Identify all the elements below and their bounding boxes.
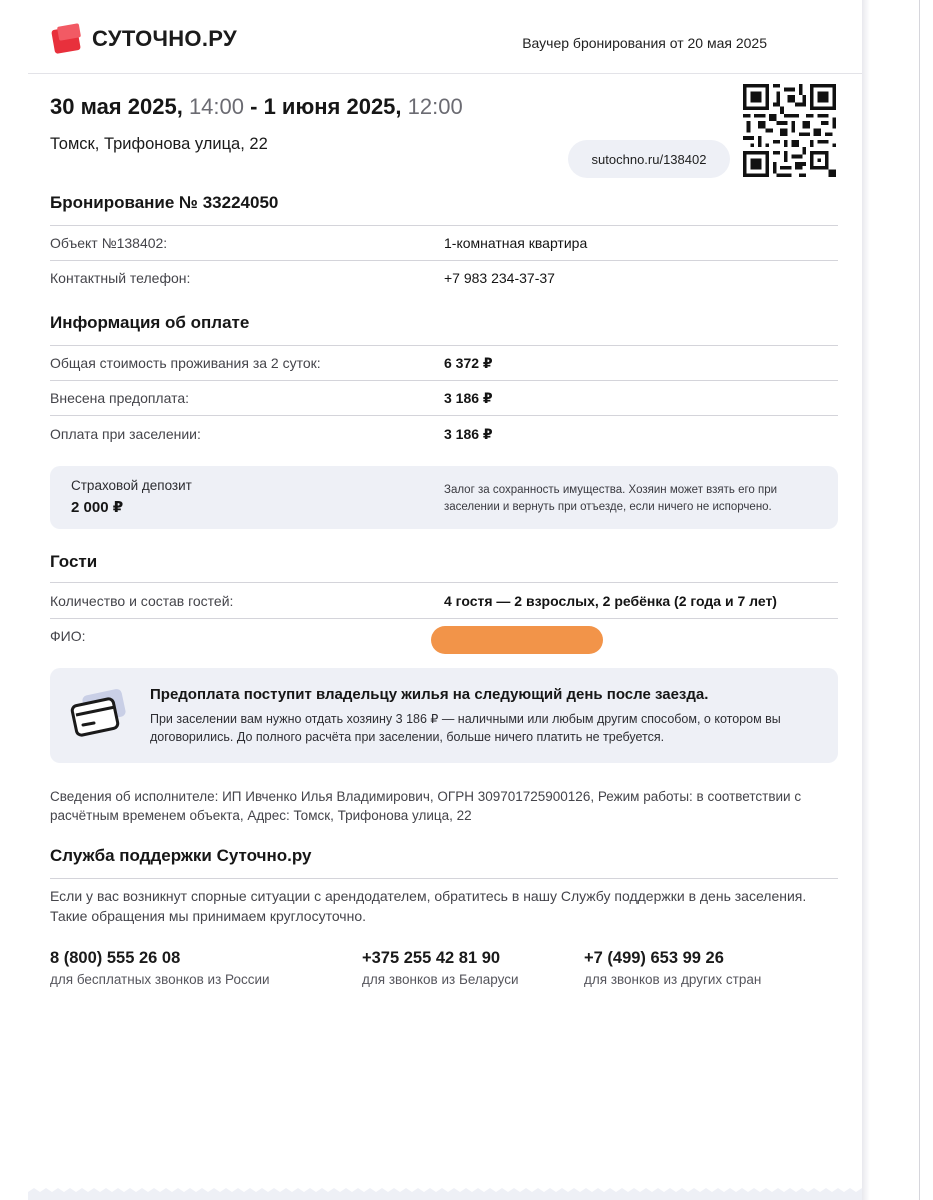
phone-label: Контактный телефон:	[50, 270, 191, 286]
support-phone-russia-link[interactable]: 8 (800) 555 26 08	[50, 949, 181, 967]
support-phone-belarus-caption: для звонков из Беларуси	[362, 972, 519, 987]
stay-dates	[50, 94, 463, 120]
total-value: 6 372 ₽	[444, 355, 493, 371]
on-arrival-label: Оплата при заселении:	[50, 426, 201, 442]
deposit-title: Страховой депозит	[71, 478, 192, 493]
guests-title: Гости	[50, 552, 98, 571]
brand-name: СУТОЧНО.РУ	[92, 26, 237, 51]
voucher-date: Ваучер бронирования от 20 мая 2025	[522, 35, 767, 51]
listing-url-link[interactable]: sutochno.ru/138402	[568, 140, 730, 178]
support-phone-intl-caption: для звонков из других стран	[584, 972, 762, 987]
total-label: Общая стоимость проживания за 2 суток:	[50, 355, 321, 371]
prepaid-value: 3 186 ₽	[444, 390, 493, 406]
redacted-guest-name	[431, 626, 603, 654]
dates-separator: -	[250, 94, 258, 119]
guest-name-label: ФИО:	[50, 628, 86, 644]
booking-title: Бронирование № 33224050	[50, 193, 279, 212]
guests-count-value: 4 гостя — 2 взрослых, 2 ребёнка (2 года и 7 лет)	[444, 593, 777, 609]
row-divider	[50, 225, 838, 226]
checkout-time: 12:00	[407, 94, 463, 119]
row-divider	[50, 260, 838, 261]
row-divider	[50, 380, 838, 381]
object-value: 1-комнатная квартира	[444, 235, 588, 251]
prepay-info-title: Предоплата поступит владельцу жилья на следующий день после заезда.	[150, 686, 709, 703]
brand-logo-icon	[50, 22, 84, 56]
checkout-date: 1 июня 2025,	[263, 94, 402, 119]
deposit-note: Залог за сохранность имущества. Хозяин может взять его при заселении и вернуть при отъезде, если ничего не испорчено.	[444, 484, 778, 513]
support-title: Служба поддержки Суточно.ру	[50, 846, 312, 865]
executor-details: Сведения об исполнителе: ИП Ивченко Илья Владимирович, ОГРН 309701725900126, Режим работы: в соответствии с расчётным временем объекта, Адрес: Томск, Трифонова улица, 22	[50, 789, 802, 823]
support-phone-intl-link[interactable]: +7 (499) 653 99 26	[584, 949, 724, 967]
viewer-edge	[919, 0, 920, 1200]
prepay-info-text: При заселении вам нужно отдать хозяину 3 186 ₽ — наличными или любым другим способом, о котором вы договорились. До полного расчёта при заселении, больше ничего платить не требуется.	[150, 712, 781, 744]
page-bottom-edge	[28, 1186, 862, 1200]
row-divider	[50, 618, 838, 619]
row-divider	[50, 582, 838, 583]
row-divider	[50, 878, 838, 879]
object-label: Объект №138402:	[50, 235, 168, 251]
stay-address: Томск, Трифонова улица, 22	[50, 135, 268, 153]
qr-code	[743, 84, 836, 177]
support-phone-belarus-link[interactable]: +375 255 42 81 90	[362, 949, 501, 967]
checkin-date: 30 мая 2025,	[50, 94, 183, 119]
deposit-amount: 2 000 ₽	[71, 499, 124, 516]
checkin-time: 14:00	[188, 94, 244, 119]
payment-title: Информация об оплате	[50, 313, 250, 332]
support-text: Если у вас возникнут спорные ситуации с арендодателем, обратитесь в нашу Службу поддержки в день заселения. Такие обращения мы принимаем круглосуточно.	[50, 888, 807, 924]
row-divider	[50, 345, 838, 346]
credit-card-icon	[70, 688, 126, 738]
page-shadow	[862, 0, 870, 1200]
guests-count-label: Количество и состав гостей:	[50, 593, 234, 609]
support-phone-russia-caption: для бесплатных звонков из России	[50, 972, 270, 987]
on-arrival-value: 3 186 ₽	[444, 426, 493, 442]
brand-logo[interactable]	[50, 22, 237, 56]
host-phone-link[interactable]: +7 983 234-37-37	[444, 270, 555, 286]
row-divider	[50, 415, 838, 416]
prepaid-label: Внесена предоплата:	[50, 390, 190, 406]
header-divider	[28, 73, 862, 74]
